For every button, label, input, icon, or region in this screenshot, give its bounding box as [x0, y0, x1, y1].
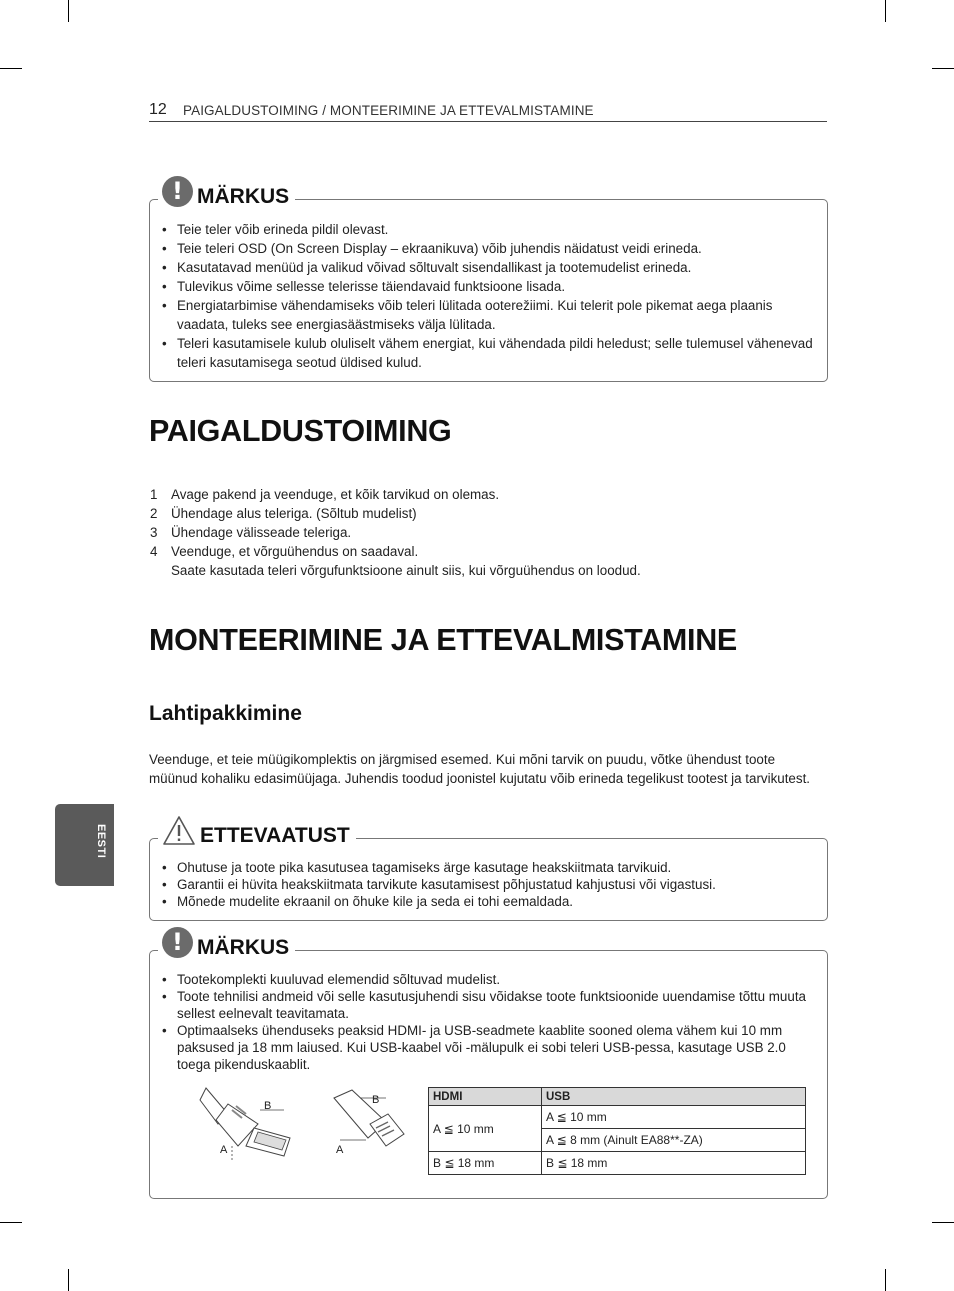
running-title: PAIGALDUSTOIMING / MONTEERIMINE JA ETTEVALMISTAMINE — [183, 103, 594, 118]
list-item: • Energiatarbimise vähendamiseks võib teleri lülitada ooterežiimi. Kui telerit pole pikemat aega plaanis vaadata, tuleks see energiasäästmiseks välja lülitada. — [162, 296, 815, 334]
step-text: Avage pakend ja veenduge, et kõik tarvikud on olemas. — [171, 487, 500, 502]
dimension-label-b: B — [264, 1100, 272, 1112]
cable-size-table — [428, 1087, 806, 1175]
list-item — [149, 485, 789, 504]
subsection-title: Lahtipakkimine — [149, 702, 302, 725]
unpacking-intro: Veenduge, et teie müügikomplektis on järgmised esemed. Kui mõni tarvik on puudu, võtke ühendust toote müünud kohaliku edasimüüjaga. Juhendis toodud joonistel kujutatu võib erineda tegelikust tootest ja tarvikutest. — [149, 752, 811, 786]
dimension-label-a: A — [336, 1144, 344, 1156]
page-number: 12 — [149, 101, 167, 118]
list-item: • Garantii ei hüvita heakskiitmata tarvikute kasutamisest põhjustatud kahjustusi või vigastusi. — [162, 876, 815, 893]
step-text: Ühendage välisseade teleriga. — [171, 525, 352, 540]
note-title: MÄRKUS — [197, 936, 290, 959]
list-item — [149, 542, 789, 580]
step-text: Veenduge, et võrguühendus on saadaval. — [171, 544, 419, 559]
caution-heading — [158, 815, 356, 846]
list-item — [149, 523, 789, 542]
note-list — [162, 220, 815, 372]
step-number: 1 — [150, 487, 158, 502]
caution-list — [162, 859, 815, 910]
dimension-label-a: A — [220, 1144, 228, 1156]
hdmi-cable-illustration — [198, 1084, 308, 1164]
list-item: • Mõnede mudelite ekraanil on õhuke kile ja seda ei tohi eemaldada. — [162, 893, 815, 910]
crop-mark — [885, 1269, 886, 1291]
column-header-usb: USB — [542, 1088, 806, 1106]
exclamation-icon: ! — [162, 927, 193, 958]
crop-mark — [0, 68, 22, 69]
crop-mark — [68, 0, 69, 22]
column-header-hdmi: HDMI — [429, 1088, 542, 1106]
step-number: 4 — [150, 544, 158, 559]
hdmi-connector-icon — [198, 1084, 308, 1164]
caution-box — [149, 824, 828, 921]
list-item: • Teie teler võib erineda pildil olevast. — [162, 220, 815, 239]
list-item — [149, 504, 789, 523]
list-item: • Toote tehnilisi andmeid või selle kasutusjuhendi sisu võidakse toote funktsioonide uuendamise tõttu muuta sellest eelnevalt teavitamata. — [162, 988, 815, 1022]
usb-stick-illustration — [330, 1084, 410, 1164]
table-cell: A ≦ 10 mm — [542, 1106, 806, 1129]
exclamation-icon: ! — [162, 176, 193, 207]
table-cell: A ≦ 8 mm (Ainult EA88**-ZA) — [542, 1129, 806, 1152]
crop-mark — [932, 68, 954, 69]
dimension-label-b: B — [372, 1094, 380, 1106]
step-subtext: Saate kasutada teleri võrgufunktsioone ainult siis, kui võrguühendus on loodud. — [171, 563, 641, 578]
list-item: • Ohutuse ja toote pika kasutusea tagamiseks ärge kasutage heakskiitmata tarvikuid. — [162, 859, 815, 876]
note-list — [162, 971, 815, 1073]
note-title: MÄRKUS — [197, 185, 290, 208]
step-text: Ühendage alus teleriga. (Sõltub mudelist) — [171, 506, 417, 521]
page-header — [149, 101, 827, 122]
crop-mark — [885, 0, 886, 22]
crop-mark — [932, 1222, 954, 1223]
language-tab-label: EESTI — [95, 824, 107, 859]
table-row — [429, 1106, 806, 1129]
list-item: • Kasutatavad menüüd ja valikud võivad sõltuvalt sisendallikast ja tootemudelist erineda. — [162, 258, 815, 277]
table-cell: B ≦ 18 mm — [429, 1152, 542, 1175]
section-title-assembly: MONTEERIMINE JA ETTEVALMISTAMINE — [149, 623, 737, 657]
note-box — [149, 177, 828, 382]
list-item: • Tootekomplekti kuuluvad elemendid sõltuvad mudelist. — [162, 971, 815, 988]
list-item: • Teleri kasutamisele kulub oluliselt vähem energiat, kui vähendada pildi heledust; selle tulemusel vähenevad teleri kasutamisega seotud üldised kulud. — [162, 334, 815, 372]
list-item: • Optimaalseks ühenduseks peaksid HDMI- ja USB-seadmete kaablite sooned olema vähem kui 10 mm paksused ja 18 mm laiused. Kui USB-kaabel või -mälupulk ei sobi teleri USB-pessa, kasutage USB 2.0 toega pikenduskaablit. — [162, 1022, 815, 1073]
list-item: • Tulevikus võime sellesse telerisse täiendavaid funktsioone lisada. — [162, 277, 815, 296]
list-item: • Teie teleri OSD (On Screen Display – ekraanikuva) võib juhendis näidatust veidi erineda. — [162, 239, 815, 258]
table-cell: B ≦ 18 mm — [542, 1152, 806, 1175]
crop-mark — [0, 1222, 22, 1223]
step-number: 3 — [150, 525, 158, 540]
step-number: 2 — [150, 506, 158, 521]
warning-triangle-icon — [162, 815, 196, 846]
caution-title: ETTEVAATUST — [200, 824, 350, 847]
crop-mark — [68, 1269, 69, 1291]
table-row — [429, 1152, 806, 1175]
table-cell: A ≦ 10 mm — [429, 1106, 542, 1152]
note-heading — [158, 176, 295, 207]
note-heading — [158, 927, 295, 958]
table-header-row — [429, 1088, 806, 1106]
installation-steps — [149, 485, 789, 580]
section-title-installation: PAIGALDUSTOIMING — [149, 414, 452, 448]
language-tab — [55, 804, 114, 886]
